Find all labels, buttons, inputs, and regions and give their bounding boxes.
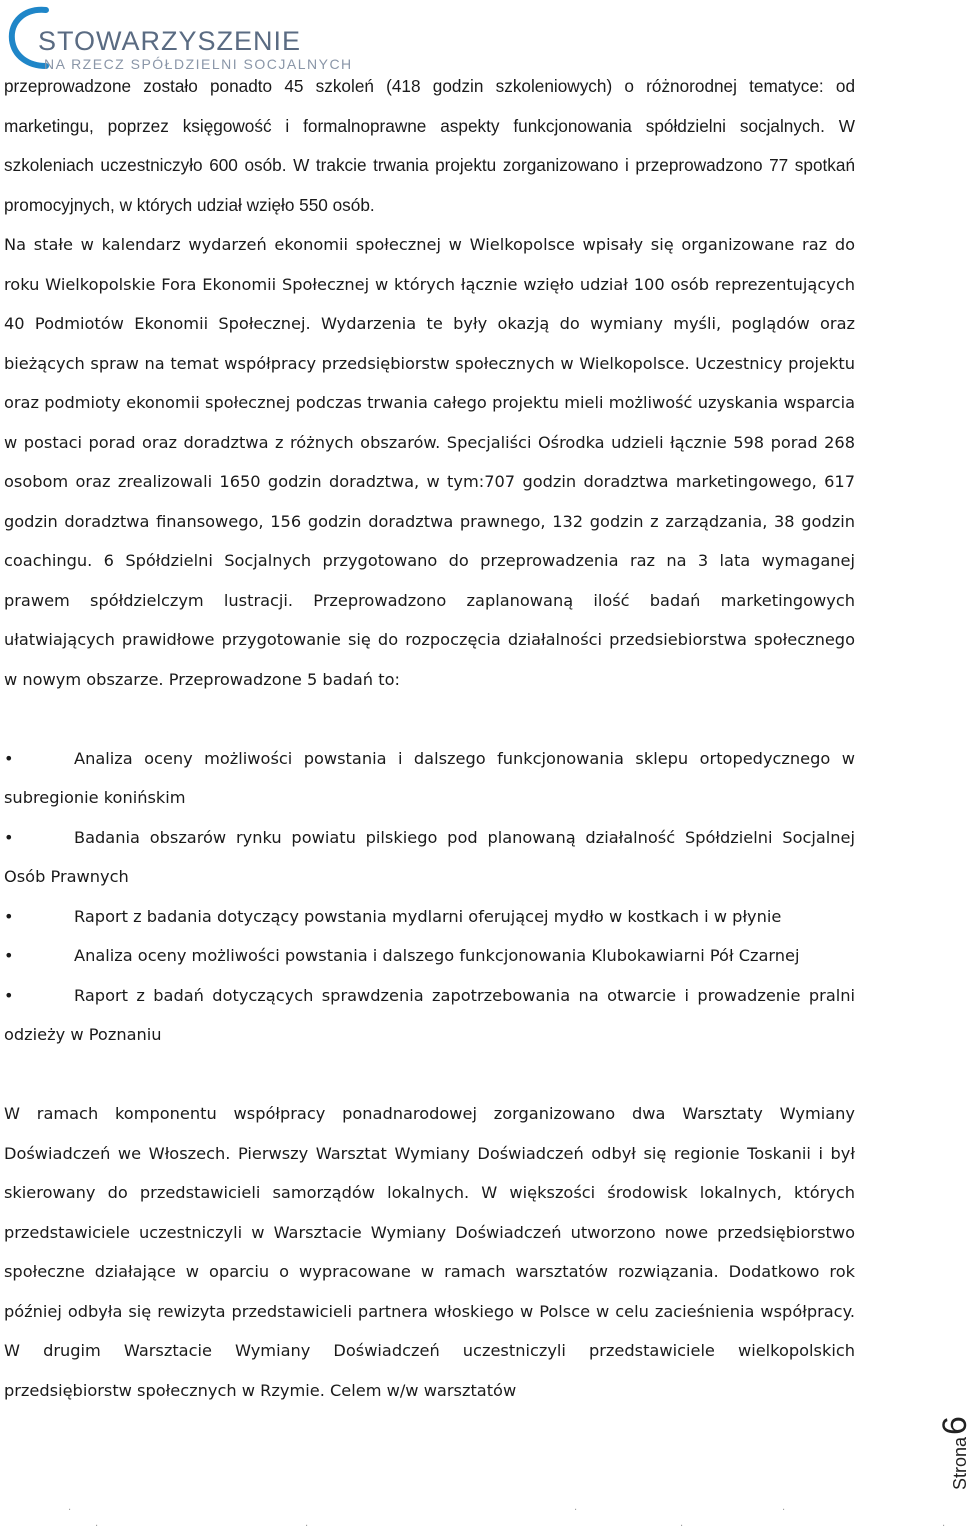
bullet-text: Raport z badań dotyczących sprawdzenia zapotrzebowania na otwarcie i prowadzenie pralni odzieży w Poznaniu xyxy=(4,985,855,1044)
bullet-item-3 xyxy=(4,897,855,937)
bullet-icon: • xyxy=(4,985,14,1005)
logo-subtitle: NA RZECZ SPÓŁDZIELNI SOCJALNYCH xyxy=(44,56,353,72)
bullet-text: Analiza oceny możliwości powstania i dalszego funkcjonowania sklepu ortopedycznego w subregionie konińskim xyxy=(4,748,855,807)
paragraph-3: W ramach komponentu współpracy ponadnarodowej zorganizowano dwa Warsztaty Wymiany Doświadczeń we Włoszech. Pierwszy Warsztat Wymiany Doświadczeń odbył się regionie Toskanii i był skierowany do przedstawicieli samorządów lokalnych. W większości środowisk lokalnych, których przedstawiciele uczestniczyli w Warsztacie Wymiany Doświadczeń utworzono nowe przedsiębiorstwo społeczne działające w oparciu o wypracowane w ramach warsztatów rozwiązania. Dodatkowo rok później odbyła się rewizyta przedstawicieli partnera włoskiego w Polsce w celu zacieśnienia współpracy. W drugim Warsztacie Wymiany Doświadczeń uczestniczyli przedstawiciele wielkopolskich przedsiębiorstw społecznych w Rzymie. Celem w/w warsztatów xyxy=(4,1104,855,1400)
footer-dot: . xyxy=(68,1502,72,1513)
footer-dot: . xyxy=(782,1502,786,1513)
bullet-icon: • xyxy=(4,748,14,768)
bullet-item-2 xyxy=(4,818,855,897)
bullet-text: Badania obszarów rynku powiatu pilskiego pod planowaną działalność Spółdzielni Socjalnej Osób Prawnych xyxy=(4,827,855,886)
footer-dot: . xyxy=(680,1518,684,1529)
footer-dot: . xyxy=(942,1518,946,1529)
page-number: 6 xyxy=(936,1416,974,1435)
logo-title: STOWARZYSZENIE xyxy=(38,26,302,56)
footer-dot: . xyxy=(574,1502,578,1513)
bullet-text: Raport z badania dotyczący powstania mydlarni oferującej mydło w kostkach i w płynie xyxy=(74,906,782,926)
page-label-word: Strona xyxy=(950,1436,970,1490)
document-body xyxy=(4,67,855,1410)
paragraph-2: Na stałe w kalendarz wydarzeń ekonomii społecznej w Wielkopolsce wpisały się organizowane raz do roku Wielkopolskie Fora Ekonomii Społecznej w których łącznie wzięło udział 100 osób reprezentujących 40 Podmiotów Ekonomii Społecznej. Wydarzenia te były okazją do wymiany myśli, poglądów oraz bieżących spraw na temat współpracy przedsiębiorstw społecznych w Wielkopolsce. Uczestnicy projektu oraz podmioty ekonomii społecznej podczas trwania całego projektu mieli możliwość uzyskania wsparcia w postaci porad oraz doradztwa z różnych obszarów. Specjaliści Ośrodka udzieli łącznie 598 porad 268 osobom oraz zrealizowali 1650 godzin doradztwa, w tym:707 godzin doradztwa marketingowego, 617 godzin doradztwa finansowego, 156 godzin doradztwa prawnego, 132 godzin z zarządzania, 38 godzin coachingu. 6 Spółdzielni Socjalnych przygotowano do przeprowadzenia raz na 3 lata wymaganej prawem spółdzielczym lustracji. Przeprowadzono zaplanowaną ilość badań marketingowych ułatwiających prawidłowe przygotowanie się do rozpoczęcia działalności przedsiebiorstwa społecznego w nowym obszarze. Przeprowadzone 5 badań to: xyxy=(4,235,855,689)
bullet-icon: • xyxy=(4,906,14,926)
bullet-item-4 xyxy=(4,936,855,976)
bullet-icon: • xyxy=(4,827,14,847)
bullet-item-1 xyxy=(4,739,855,818)
bullet-text: Analiza oceny możliwości powstania i dalszego funkcjonowania Klubokawiarni Pół Czarnej xyxy=(74,946,800,965)
footer-dot: . xyxy=(95,1518,99,1529)
bullet-item-5 xyxy=(4,976,855,1055)
footer-dot: . xyxy=(305,1518,309,1529)
paragraph-1: przeprowadzone zostało ponadto 45 szkoleń (418 godzin szkoleniowych) o różnorodnej tematyce: od marketingu, poprzez księgowość i formalnoprawne aspekty funkcjonowania spółdzielni socjalnych. W szkoleniach uczestniczyło 600 osób. W trakcie trwania projektu zorganizowano i przeprowadzono 77 spotkań promocyjnych, w których udział wzięło 550 osób. xyxy=(4,76,855,215)
page-number-label xyxy=(936,1416,975,1490)
spacer xyxy=(4,1055,855,1095)
bullet-icon: • xyxy=(4,946,14,965)
organization-logo xyxy=(6,4,426,70)
spacer xyxy=(4,699,855,739)
footer-decoration xyxy=(0,1500,960,1540)
